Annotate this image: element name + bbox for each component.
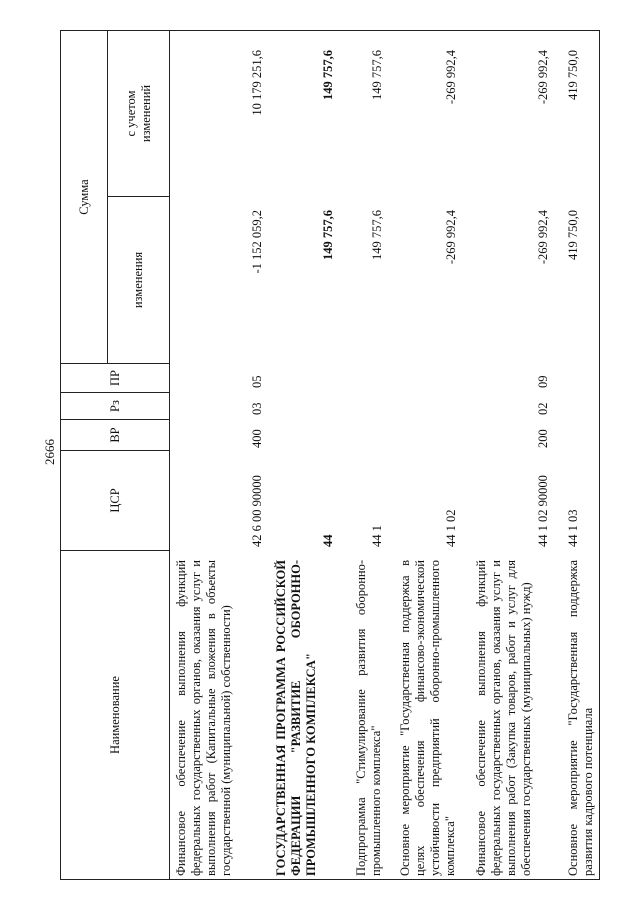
row-vr: 400 — [250, 429, 264, 448]
header-rz — [60, 392, 170, 420]
header-changes-label: изменения — [131, 251, 145, 309]
header-tsr-label: ЦСР — [107, 488, 122, 513]
header-changes — [107, 196, 170, 364]
header-with-changes-label: с учетом изменений — [123, 84, 153, 143]
table-row — [474, 30, 556, 880]
row-with-changes: 10 179 251,6 — [250, 50, 264, 116]
row-name: Подпрограмма "Стимулирование развития оборонно-промышленного комплекса" — [354, 560, 383, 876]
row-pr: 05 — [250, 375, 264, 388]
header-with-changes — [107, 30, 170, 197]
header-rz-label: Рз — [107, 400, 122, 412]
header-pr — [60, 363, 170, 393]
table-row — [274, 30, 344, 880]
header-tsr — [60, 450, 170, 551]
row-tsr: 44 1 02 — [444, 509, 458, 547]
page-number: 2666 — [42, 439, 57, 465]
table-row — [174, 30, 264, 880]
row-changes: -1 152 059,2 — [250, 210, 264, 274]
header-name-label: Наименование — [107, 676, 122, 754]
row-tsr: 44 1 03 — [566, 509, 580, 547]
header-sum — [60, 30, 108, 364]
row-tsr: 44 — [321, 534, 335, 547]
row-with-changes: 149 757,6 — [370, 50, 384, 100]
table-row — [398, 30, 464, 880]
row-changes: -269 992,4 — [536, 210, 550, 265]
header-pr-label: ПР — [107, 370, 122, 386]
row-rz: 03 — [250, 402, 264, 415]
row-changes: 419 750,0 — [566, 210, 580, 260]
row-changes: 149 757,6 — [370, 210, 384, 260]
header-name — [60, 550, 170, 880]
budget-table — [60, 30, 600, 880]
rotated-page — [60, 30, 600, 880]
table-row — [566, 30, 600, 880]
row-changes: -269 992,4 — [444, 210, 458, 265]
header-vr-label: ВР — [107, 427, 122, 443]
table-row — [354, 30, 388, 880]
row-with-changes: -269 992,4 — [536, 50, 550, 105]
row-with-changes: -269 992,4 — [444, 50, 458, 105]
row-name: Основное мероприятие "Государственная поддержка развития кадрового потенциала — [566, 560, 595, 876]
row-with-changes: 149 757,6 — [321, 50, 335, 100]
row-vr: 200 — [536, 429, 550, 448]
row-name: Финансовое обеспечение выполнения функций федеральных государственных органов, оказания услуг и выполнения работ (Капитальные вложения в объекты государственной (муниципальной) собственности) — [174, 560, 233, 876]
row-tsr: 44 1 02 90000 — [536, 475, 550, 547]
row-pr: 09 — [536, 375, 550, 388]
row-name: ГОСУДАРСТВЕННАЯ ПРОГРАММА РОССИЙСКОЙ ФЕДЕРАЦИИ "РАЗВИТИЕ ОБОРОННО-ПРОМЫШЛЕННОГО КОМПЛЕКСА" — [274, 560, 318, 876]
header-vr — [60, 419, 170, 451]
row-name: Финансовое обеспечение выполнения функций федеральных государственных органов, оказания услуг и выполнения работ (Закупка товаров, работ и услуг для обеспечения государственных (муниципальных) нужд) — [474, 560, 533, 876]
row-tsr: 42 6 00 90000 — [250, 475, 264, 547]
row-rz: 02 — [536, 402, 550, 415]
row-name: Основное мероприятие "Государственная поддержка в целях обеспечения финансово-экономической устойчивости предприятий оборонно-промышленного комплекса" — [398, 560, 457, 876]
header-sum-label: Сумма — [76, 179, 91, 215]
row-changes: 149 757,6 — [321, 210, 335, 260]
row-with-changes: 419 750,0 — [566, 50, 580, 100]
row-tsr: 44 1 — [370, 525, 384, 547]
